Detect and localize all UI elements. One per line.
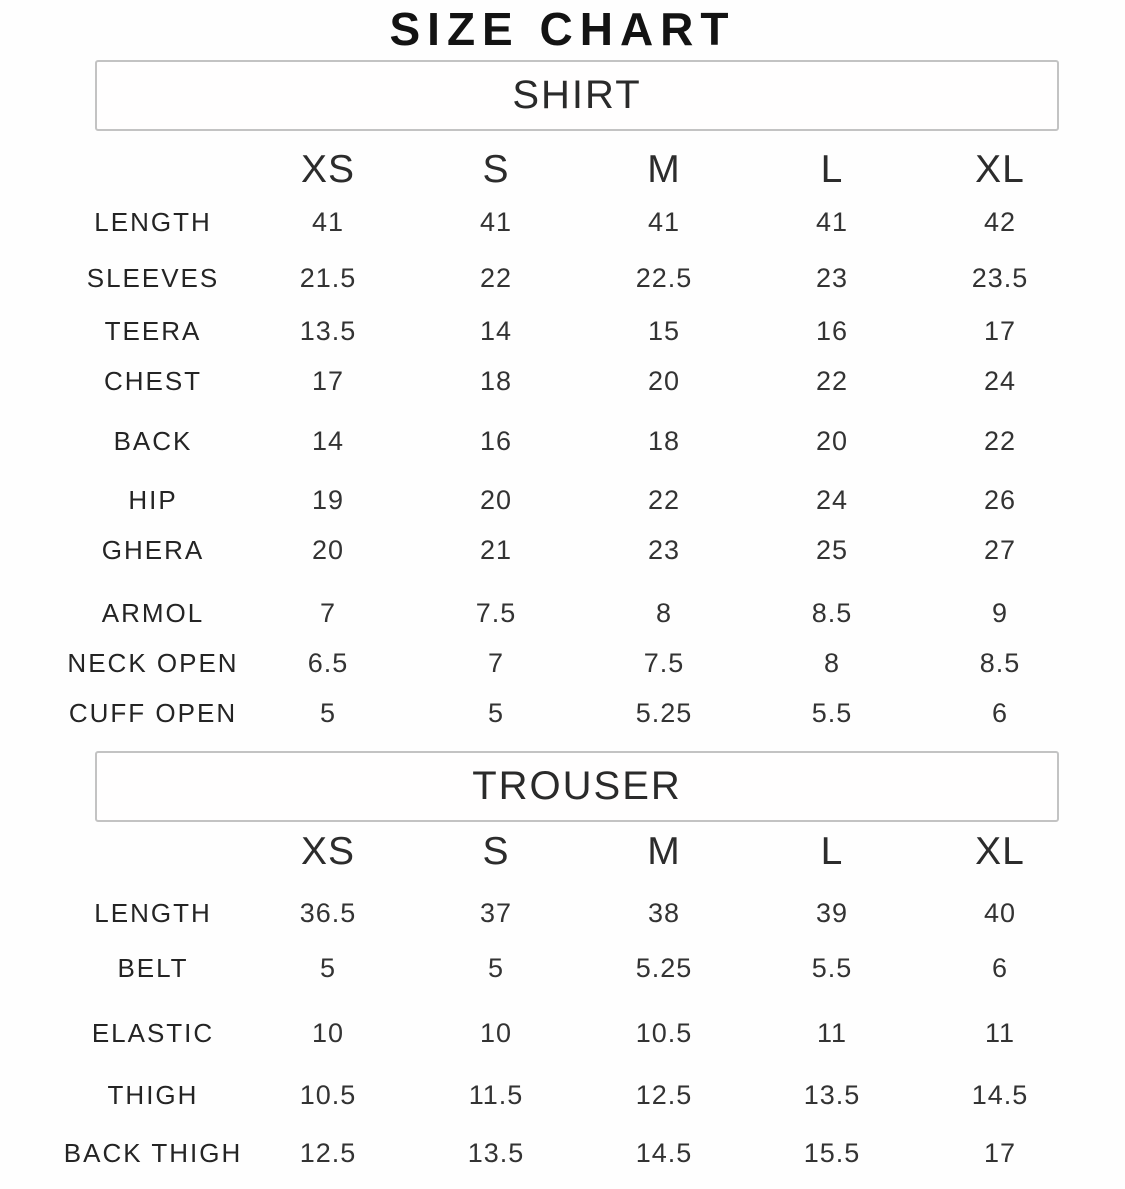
size-value: 6.5 (307, 647, 349, 678)
table-row (62, 688, 1125, 738)
size-value: 18 (479, 365, 513, 396)
row-label: BACK THIGH (63, 1137, 243, 1168)
table-row (62, 1070, 1125, 1120)
size-value: 16 (479, 425, 513, 456)
row-label: ARMOL (101, 597, 205, 628)
size-value: 11 (816, 1017, 848, 1048)
row-label: CHEST (103, 365, 203, 396)
size-value: 5 (487, 697, 505, 728)
size-column-header: L (820, 830, 844, 873)
size-value: 9 (991, 597, 1009, 628)
size-value: 23 (647, 534, 681, 565)
table-row (62, 475, 1125, 525)
size-value: 8 (823, 647, 841, 678)
trouser-table-title: TROUSER (472, 764, 682, 808)
size-value: 36.5 (299, 897, 357, 928)
size-value: 24 (815, 484, 849, 515)
table-row (62, 943, 1125, 993)
size-value: 25 (815, 534, 849, 565)
size-column-header: XS (300, 148, 356, 191)
size-value: 6 (991, 697, 1009, 728)
size-value: 10 (479, 1017, 513, 1048)
size-value: 20 (815, 425, 849, 456)
size-value: 5.25 (635, 952, 693, 983)
size-value: 20 (479, 484, 513, 515)
size-value: 5 (319, 697, 337, 728)
size-value: 14 (311, 425, 345, 456)
size-value: 22 (983, 425, 1017, 456)
size-value: 26 (983, 484, 1017, 515)
size-value: 42 (983, 206, 1017, 237)
table-row (62, 1128, 1125, 1178)
size-value: 5.5 (811, 697, 853, 728)
row-label: LENGTH (94, 206, 212, 237)
size-value: 41 (815, 206, 849, 237)
size-column-header: M (647, 148, 681, 191)
table-row (62, 588, 1125, 638)
size-value: 14 (479, 315, 513, 346)
size-value: 6 (991, 952, 1009, 983)
size-value: 11.5 (468, 1079, 524, 1110)
size-value: 8.5 (811, 597, 853, 628)
size-value: 7.5 (475, 597, 517, 628)
shirt-table-header-box (95, 60, 1059, 131)
size-value: 5 (319, 952, 337, 983)
row-label: HIP (128, 484, 178, 515)
shirt-table (0, 143, 1125, 738)
row-label: TEERA (104, 315, 202, 346)
size-value: 17 (983, 315, 1017, 346)
size-value: 24 (983, 365, 1017, 396)
size-value: 7 (319, 597, 337, 628)
row-label: NECK OPEN (67, 647, 239, 678)
row-label: THIGH (107, 1079, 199, 1110)
size-value: 27 (983, 534, 1017, 565)
table-row (62, 306, 1125, 356)
size-column-header: S (482, 830, 510, 873)
size-value: 15.5 (803, 1137, 861, 1168)
size-header-row (62, 823, 1125, 881)
size-value: 10.5 (635, 1017, 693, 1048)
size-value: 37 (479, 897, 513, 928)
shirt-section (0, 60, 1125, 738)
size-value: 12.5 (299, 1137, 357, 1168)
size-value: 23.5 (971, 262, 1029, 293)
row-label: ELASTIC (91, 1017, 215, 1048)
table-row (62, 250, 1125, 306)
size-value: 40 (983, 897, 1017, 928)
size-column-header: XL (975, 830, 1025, 873)
size-value: 16 (815, 315, 849, 346)
table-row (62, 525, 1125, 575)
size-value: 11 (984, 1017, 1016, 1048)
table-row (62, 356, 1125, 406)
size-column-header: L (820, 148, 844, 191)
size-value: 22 (479, 262, 513, 293)
row-label: CUFF OPEN (68, 697, 238, 728)
size-value: 12.5 (635, 1079, 693, 1110)
shirt-table-title: SHIRT (512, 73, 642, 117)
size-value: 20 (311, 534, 345, 565)
size-value: 22.5 (635, 262, 693, 293)
size-value: 41 (479, 206, 513, 237)
size-header-row (62, 143, 1125, 197)
size-value: 22 (815, 365, 849, 396)
size-value: 17 (311, 365, 345, 396)
size-column-header: XS (300, 830, 356, 873)
table-row (62, 884, 1125, 942)
size-value: 21.5 (299, 262, 357, 293)
size-value: 7.5 (643, 647, 685, 678)
size-value: 5.5 (811, 952, 853, 983)
size-value: 5.25 (635, 697, 693, 728)
size-value: 22 (647, 484, 681, 515)
size-value: 8.5 (979, 647, 1021, 678)
size-value: 20 (647, 365, 681, 396)
size-column-header: S (482, 148, 510, 191)
size-value: 13.5 (467, 1137, 525, 1168)
row-label: SLEEVES (86, 262, 220, 293)
size-value: 18 (647, 425, 681, 456)
trouser-table-header-box (95, 751, 1059, 822)
size-value: 17 (983, 1137, 1017, 1168)
size-value: 14.5 (971, 1079, 1029, 1110)
size-value: 7 (487, 647, 505, 678)
row-label: GHERA (101, 534, 205, 565)
table-row (62, 416, 1125, 466)
size-value: 21 (479, 534, 513, 565)
table-row (62, 638, 1125, 688)
row-label: BELT (117, 952, 189, 983)
size-value: 5 (487, 952, 505, 983)
size-value: 13.5 (803, 1079, 861, 1110)
row-label: LENGTH (94, 897, 212, 928)
size-value: 15 (647, 315, 681, 346)
row-label: BACK (113, 425, 193, 456)
size-value: 39 (815, 897, 849, 928)
size-value: 14.5 (635, 1137, 693, 1168)
size-value: 10.5 (299, 1079, 357, 1110)
page-title: SIZE CHART (389, 3, 736, 55)
size-value: 38 (647, 897, 681, 928)
table-row (62, 197, 1125, 247)
size-value: 41 (311, 206, 345, 237)
size-value: 10 (311, 1017, 345, 1048)
size-value: 13.5 (299, 315, 357, 346)
size-value: 41 (647, 206, 681, 237)
size-column-header: M (647, 830, 681, 873)
size-value: 8 (655, 597, 673, 628)
size-value: 19 (311, 484, 345, 515)
table-row (62, 1008, 1125, 1058)
trouser-table (0, 823, 1125, 1178)
trouser-section (0, 751, 1125, 1178)
size-column-header: XL (975, 148, 1025, 191)
size-value: 23 (815, 262, 849, 293)
